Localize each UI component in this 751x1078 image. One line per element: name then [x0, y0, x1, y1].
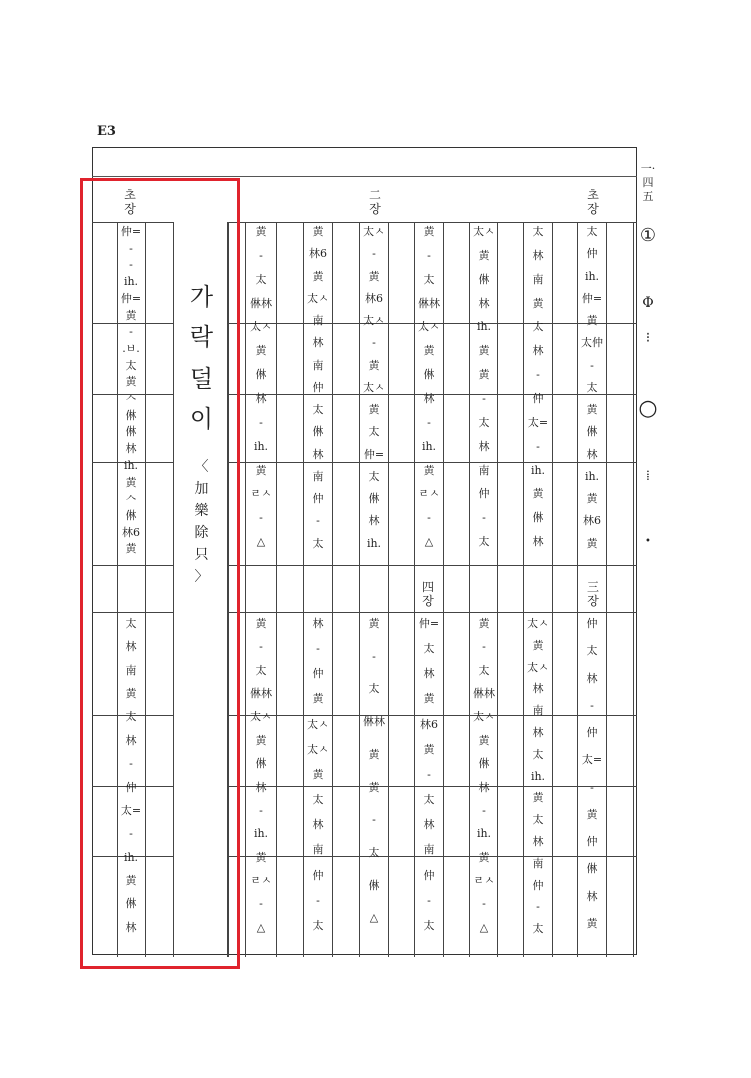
notation-cell: 太: [125, 358, 137, 372]
notation-cell: 林: [532, 344, 544, 358]
notation-cell: 林: [312, 617, 324, 630]
notation-cell: 黄: [532, 791, 544, 805]
notation-cell: 黄: [368, 747, 380, 761]
side-symbol-5: ⁞: [646, 468, 650, 484]
notation-cell: △: [369, 911, 379, 925]
notation-cell: 仲: [532, 392, 544, 405]
notation-cell: -: [259, 640, 263, 654]
title-char-2: 락: [189, 323, 214, 351]
notation-cell: 太ㅅ: [527, 617, 549, 630]
notation-cell: 林: [312, 447, 324, 461]
notation-cell: ㄹㅅ: [250, 873, 272, 887]
notation-cell: -: [482, 640, 486, 654]
notation-cell: 㑣: [478, 272, 490, 286]
notation-cell: -: [372, 813, 376, 827]
notation-cell: 太ㅅ: [527, 660, 549, 674]
notation-cell: 林: [423, 818, 435, 832]
notation-cell: 黄: [532, 487, 544, 501]
notation-cell: 太: [423, 642, 435, 656]
notation-cell: 黄: [255, 733, 267, 747]
notation-cell: ih.: [123, 458, 139, 472]
title-char-4: 이: [189, 405, 214, 433]
notation-cell: 㑣: [423, 368, 435, 382]
grid-vline: [303, 222, 304, 957]
notation-cell: 仲: [312, 492, 324, 506]
notation-cell: ㄹㅅ: [418, 487, 440, 501]
notation-cell: 㑣: [532, 511, 544, 525]
header-ijang: 二장: [368, 188, 381, 216]
notation-cell: 黄: [423, 742, 435, 756]
notation-cell: 太: [312, 793, 324, 807]
notation-cell: 林: [532, 682, 544, 696]
grid-vline: [443, 222, 444, 957]
notation-cell: 仲: [586, 617, 598, 630]
notation-cell: ih.: [530, 769, 546, 783]
notation-cell: 㑣: [125, 508, 137, 522]
side-heading: 一·四五: [640, 162, 656, 203]
notation-cell: -: [536, 439, 540, 453]
notation-cell: 黄: [125, 375, 137, 389]
grid-hline: [228, 462, 637, 463]
notation-cell: 太: [255, 663, 267, 677]
side-symbol-6: •: [645, 536, 651, 547]
notation-cell: 黄: [312, 692, 324, 706]
grid-hline: [228, 786, 637, 787]
notation-cell: 仲: [312, 667, 324, 681]
notation-cell: 太: [255, 272, 267, 286]
notation-cell: 㑣林: [250, 296, 272, 310]
notation-cell: 黄: [532, 638, 544, 652]
notation-cell: 太: [312, 536, 324, 550]
notation-cell: 太: [478, 415, 490, 429]
notation-cell: 太ㅅ: [307, 742, 329, 756]
notation-cell: 南: [423, 843, 435, 857]
notation-cell: 仲: [586, 835, 598, 848]
notation-cell: 太ㅅ: [418, 320, 440, 334]
notation-cell: 太: [368, 845, 380, 859]
notation-cell: 黄: [312, 269, 324, 283]
notation-cell: 黄: [125, 475, 137, 489]
grid-vline: [497, 222, 498, 957]
notation-cell: 林: [312, 336, 324, 350]
notation-cell: -: [129, 241, 133, 255]
notation-cell: 林: [255, 780, 267, 794]
notation-cell: 㑣: [586, 425, 598, 439]
notation-cell: 黄: [368, 358, 380, 372]
notation-cell: 林6: [583, 514, 601, 528]
notation-cell: -: [259, 248, 263, 262]
notation-cell: 林: [312, 818, 324, 832]
notation-cell: 㑣林: [473, 687, 495, 701]
notation-cell: 太: [312, 403, 324, 417]
notation-cell: 㑣: [255, 368, 267, 382]
notation-cell: -: [482, 392, 486, 405]
notation-cell: .ㅂ.: [122, 341, 140, 355]
notation-cell: 林: [125, 640, 137, 654]
notation-cell: -: [482, 803, 486, 817]
notation-cell: 南: [532, 856, 544, 870]
notation-cell: 仲: [312, 868, 324, 882]
notation-cell: 林6: [365, 291, 383, 305]
notation-cell: 黄: [423, 463, 435, 477]
notation-cell: ih.: [366, 536, 382, 550]
notation-cell: 黄: [368, 780, 380, 794]
notation-cell: ih.: [530, 463, 546, 477]
notation-cell: 黄: [125, 687, 137, 701]
notation-cell: 㑣: [125, 425, 137, 439]
notation-cell: 㑣: [125, 897, 137, 911]
notation-cell: 黄: [312, 767, 324, 781]
notation-cell: 太: [312, 918, 324, 932]
notation-cell: 太: [586, 225, 598, 238]
notation-cell: ih.: [584, 469, 600, 483]
notation-cell: 南: [312, 469, 324, 483]
notation-cell: 林: [532, 835, 544, 848]
notation-cell: -: [129, 325, 133, 339]
notation-cell: -: [590, 698, 594, 712]
notation-cell: 南: [125, 663, 137, 677]
notation-cell: 㑣: [368, 878, 380, 892]
notation-cell: 林: [586, 889, 598, 903]
notation-cell: 林: [532, 248, 544, 262]
subtitle-char-2: 樂: [194, 503, 209, 519]
notation-cell: 黄: [125, 542, 137, 556]
grid-hline: [228, 222, 637, 223]
notation-cell: 㑣: [312, 425, 324, 439]
notation-cell: -: [259, 897, 263, 911]
header-right-chojang: 초장: [587, 188, 599, 216]
notation-cell: -: [590, 358, 594, 372]
grid-vline: [359, 222, 360, 957]
notation-cell: 太: [423, 918, 435, 932]
notation-cell: -: [259, 415, 263, 429]
notation-cell: 黄: [368, 617, 380, 630]
notation-cell: -: [536, 900, 540, 914]
notation-cell: 仲: [423, 868, 435, 882]
notation-cell: △: [256, 535, 266, 549]
notation-cell: 太: [368, 469, 380, 483]
subtitle-open: 〈: [194, 459, 209, 475]
notation-cell: -: [536, 368, 540, 382]
grid-vline: [332, 222, 333, 957]
notation-cell: 黄: [586, 492, 598, 506]
notation-cell: 林: [125, 920, 137, 934]
notation-cell: 林: [586, 447, 598, 461]
notation-cell: 黄: [255, 225, 267, 238]
notation-cell: △: [256, 920, 266, 934]
notation-cell: 南: [532, 272, 544, 286]
notation-cell: 林6: [309, 247, 327, 261]
notation-cell: ㄹㅅ: [250, 487, 272, 501]
notation-cell: 太: [125, 617, 137, 630]
notation-cell: 林: [478, 296, 490, 310]
notation-cell: 林: [586, 671, 598, 685]
notation-cell: 太ㅅ: [473, 710, 495, 724]
grid-vline: [552, 222, 553, 957]
header-sajang: 四장: [421, 580, 434, 608]
notation-cell: 仲: [532, 878, 544, 892]
notation-cell: ㄹㅅ: [473, 873, 495, 887]
notation-cell: 太: [532, 320, 544, 334]
score-top-band: [92, 147, 637, 177]
subtitle-close: 〉: [194, 569, 209, 585]
notation-cell: -: [590, 780, 594, 794]
notation-cell: 黄: [125, 308, 137, 322]
grid-vline: [606, 222, 607, 957]
notation-cell: 太: [532, 922, 544, 936]
side-symbol-2: Φ: [642, 295, 654, 311]
notation-cell: 太ㅅ: [250, 320, 272, 334]
notation-cell: 太: [478, 663, 490, 677]
notation-cell: 仲: [125, 780, 137, 794]
notation-cell: ih.: [123, 275, 139, 289]
notation-cell: 林: [532, 726, 544, 739]
grid-vline: [276, 222, 277, 957]
notation-cell: ih.: [421, 439, 437, 453]
notation-cell: 黄: [255, 850, 267, 864]
notation-cell: 黄: [586, 536, 598, 550]
notation-cell: 黄: [255, 617, 267, 630]
notation-cell: 黄: [478, 368, 490, 382]
notation-cell: 黄: [368, 269, 380, 283]
notation-cell: 黄: [586, 403, 598, 417]
notation-cell: 黄: [478, 344, 490, 358]
notation-cell: 太: [532, 225, 544, 238]
notation-cell: 林: [423, 392, 435, 405]
notation-cell: 太ㅅ: [363, 380, 385, 394]
grid-vline: [388, 222, 389, 957]
notation-cell: 南: [312, 843, 324, 857]
notation-cell: 太: [423, 272, 435, 286]
notation-cell: 林: [532, 535, 544, 549]
notation-cell: ih.: [476, 827, 492, 841]
highlight-box: [80, 178, 240, 969]
notation-cell: -: [316, 893, 320, 907]
notation-cell: 林: [423, 667, 435, 681]
notation-cell: 㑣: [478, 757, 490, 771]
notation-cell: -: [316, 514, 320, 528]
notation-cell: -: [129, 827, 133, 841]
grid-hline: [228, 565, 637, 566]
notation-cell: 黄: [312, 225, 324, 238]
notation-cell: 太=: [527, 415, 549, 429]
notation-cell: 林: [368, 514, 380, 528]
notation-cell: 仲: [586, 726, 598, 739]
notation-cell: 南: [532, 704, 544, 718]
notation-cell: 林: [478, 780, 490, 794]
title-char-3: 덜: [189, 365, 214, 393]
grid-vline: [414, 222, 415, 957]
notation-cell: 㑣: [125, 408, 137, 422]
notation-cell: 㑣: [368, 492, 380, 506]
grid-vline: [469, 222, 470, 957]
page-number: E3: [97, 124, 116, 139]
notation-cell: 黄: [423, 344, 435, 358]
notation-cell: 太: [368, 682, 380, 696]
notation-cell: -: [427, 511, 431, 525]
notation-cell: -: [129, 258, 133, 272]
notation-cell: 㑣林: [250, 687, 272, 701]
notation-cell: 林6: [122, 525, 140, 539]
notation-cell: 仲=: [363, 447, 385, 461]
notation-cell: 太: [423, 793, 435, 807]
notation-cell: 林: [125, 442, 137, 456]
notation-cell: 黄: [586, 916, 598, 930]
notation-cell: 黄: [478, 733, 490, 747]
notation-cell: 太: [532, 747, 544, 761]
notation-cell: △: [424, 535, 434, 549]
notation-cell: 太: [368, 425, 380, 439]
notation-cell: ih.: [476, 320, 492, 334]
notation-cell: 𠆢: [125, 492, 137, 506]
notation-cell: 㑣: [586, 862, 598, 876]
notation-cell: 㑣林: [363, 715, 385, 729]
notation-cell: -: [427, 767, 431, 781]
notation-cell: 太: [586, 380, 598, 394]
grid-vline: [523, 222, 524, 957]
side-symbol-3: ⁝: [645, 330, 651, 346]
notation-cell: 太ㅅ: [363, 314, 385, 328]
grid-hline: [228, 715, 637, 716]
notation-cell: 林: [125, 733, 137, 747]
subtitle-char-1: 加: [194, 481, 209, 497]
notation-cell: 仲=: [581, 291, 603, 305]
notation-cell: -: [316, 642, 320, 656]
notation-cell: 黄: [478, 850, 490, 864]
notation-cell: 太ㅅ: [307, 291, 329, 305]
notation-cell: 太: [125, 710, 137, 724]
grid-vline: [633, 222, 634, 957]
notation-cell: 仲=: [120, 225, 142, 238]
notation-cell: 𠆢: [125, 392, 137, 405]
notation-cell: 南: [312, 314, 324, 328]
notation-cell: 太: [532, 813, 544, 827]
notation-cell: 黄: [586, 807, 598, 821]
notation-cell: -: [372, 247, 376, 261]
notation-cell: -: [129, 757, 133, 771]
notation-cell: 黄: [423, 692, 435, 706]
notation-cell: 黄: [255, 463, 267, 477]
notation-cell: 太=: [120, 803, 142, 817]
notation-cell: 黄: [423, 225, 435, 238]
grid-hline: [228, 612, 637, 613]
notation-cell: -: [482, 511, 486, 525]
notation-cell: -: [259, 803, 263, 817]
subtitle-char-4: 只: [194, 547, 209, 563]
notation-cell: 林: [478, 439, 490, 453]
notation-cell: 太ㅅ: [307, 717, 329, 731]
notation-cell: 仲: [312, 380, 324, 394]
notation-cell: 太: [478, 535, 490, 549]
notation-cell: 仲=: [418, 617, 440, 630]
grid-vline: [577, 222, 578, 957]
notation-cell: -: [372, 649, 376, 663]
notation-cell: 黄: [532, 296, 544, 310]
notation-cell: -: [482, 897, 486, 911]
notation-cell: 太=: [581, 753, 603, 767]
title-char-1: 가: [189, 283, 214, 311]
notation-cell: ih.: [584, 269, 600, 283]
notation-cell: 太ㅅ: [250, 710, 272, 724]
side-symbol-1: ①: [639, 225, 657, 246]
notation-cell: 黄: [125, 873, 137, 887]
notation-cell: 黄: [255, 344, 267, 358]
notation-cell: 南: [312, 358, 324, 372]
notation-cell: ih.: [123, 850, 139, 864]
notation-cell: 南: [478, 463, 490, 477]
side-symbol-4: ○: [638, 396, 658, 421]
notation-cell: -: [427, 248, 431, 262]
notation-cell: 林: [255, 392, 267, 405]
notation-cell: -: [427, 415, 431, 429]
notation-cell: 仲=: [120, 291, 142, 305]
notation-cell: 黄: [478, 248, 490, 262]
notation-cell: -: [372, 336, 376, 350]
header-left-chojang: 초장: [124, 188, 136, 216]
subtitle-char-3: 除: [194, 525, 209, 541]
notation-cell: 㑣林: [418, 296, 440, 310]
notation-cell: 太仲: [581, 336, 603, 350]
notation-cell: 黄: [368, 403, 380, 417]
notation-cell: 仲: [586, 247, 598, 261]
notation-cell: 黄: [478, 617, 490, 630]
notation-cell: 太: [586, 644, 598, 658]
notation-cell: 仲: [478, 487, 490, 501]
notation-cell: 黄: [586, 314, 598, 328]
header-samjang: 三장: [586, 580, 599, 608]
notation-cell: 林6: [420, 717, 438, 731]
notation-cell: ih.: [253, 439, 269, 453]
notation-cell: 太ㅅ: [363, 225, 385, 238]
notation-cell: -: [427, 893, 431, 907]
notation-cell: ih.: [253, 827, 269, 841]
notation-cell: △: [479, 920, 489, 934]
grid-vline: [245, 222, 246, 957]
notation-cell: -: [259, 511, 263, 525]
notation-cell: 㑣: [255, 757, 267, 771]
notation-cell: 太ㅅ: [473, 225, 495, 238]
